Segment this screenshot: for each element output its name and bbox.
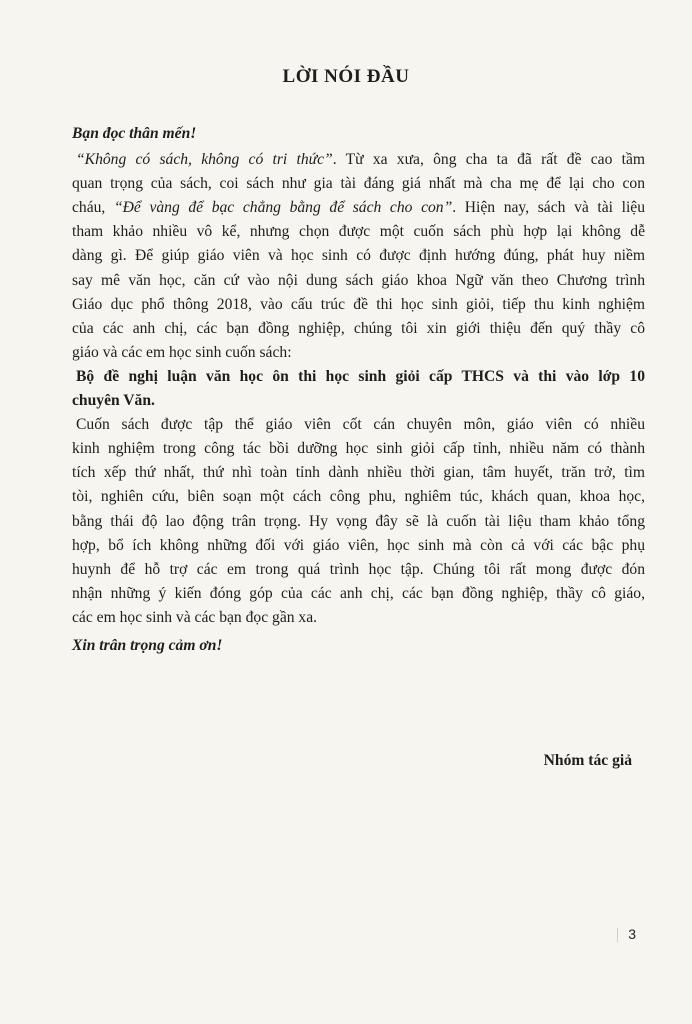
- page-number: 3: [628, 926, 636, 942]
- paragraph2-line1: Cuốn sách được tập thể giáo viên cốt cán chuyên môn, giáo viên có nhiều: [76, 416, 645, 434]
- paragraph1-line9: giáo và các em học sinh cuốn sách:: [72, 343, 292, 361]
- paragraph2-line4: tòi, nghiên cứu, biên soạn một cách công phu, nghiêm túc, khách quan, khoa học,: [72, 488, 645, 506]
- paragraph2-line6: hợp, bổ ích không những đối với giáo viên, học sinh mà còn cả với các bậc phụ: [72, 536, 645, 554]
- paragraph2-line9: các em học sinh và các bạn đọc gần xa.: [72, 608, 318, 626]
- page-number-mark: [617, 928, 624, 942]
- closing-line: Xin trân trọng cảm ơn!: [72, 636, 223, 654]
- signature: Nhóm tác giả: [543, 752, 632, 769]
- paragraph1-line2: quan trọng của sách, coi sách như gia tài đáng giá nhất mà cha mẹ để lại cho con: [72, 175, 645, 193]
- paragraph1-line3: [72, 196, 645, 220]
- opening-quote: “Không có sách, không có tri thức”: [76, 151, 333, 169]
- paragraph1-line3-start: cháu,: [72, 199, 114, 217]
- paragraph2-line5: bằng thái độ lao động trân trọng. Hy vọng đây sẽ là cuốn tài liệu tham khảo tổng: [72, 512, 645, 530]
- proverb-quote: “Để vàng để bạc chẳng bằng để sách cho con”: [113, 199, 453, 217]
- paragraph1-line1-rest: . Từ xa xưa, ông cha ta đã rất đề cao tầm: [332, 151, 646, 169]
- paragraph2-line2: kinh nghiệm trong công tác bồi dưỡng học sinh giỏi cấp tỉnh, nhiều năm có thành: [72, 440, 645, 458]
- paragraph1-line6: say mê văn học, căn cứ vào nội dung sách giáo khoa Ngữ văn theo Chương trình: [72, 271, 645, 289]
- paragraph1-line5: dàng gì. Để giúp giáo viên và học sinh có được định hướng đúng, phát huy niềm: [72, 247, 645, 265]
- greeting: Bạn đọc thân mến!: [72, 125, 197, 142]
- paragraph2-line3: tích xếp thứ nhất, thứ nhì toàn tỉnh dành nhiều thời gian, tâm huyết, trăn trở, tìm: [72, 464, 645, 482]
- paragraph1-line1: [72, 148, 645, 172]
- book-title-line2: chuyên Văn.: [72, 392, 155, 410]
- paragraph2-line7: huynh để hỗ trợ các em trong quá trình học tập. Chúng tôi rất mong được đón: [72, 560, 645, 578]
- body-text: [72, 122, 645, 658]
- paragraph1-line8: của các anh chị, các bạn đồng nghiệp, chúng tôi xin giới thiệu đến quý thầy cô: [72, 319, 645, 337]
- paragraph1-line3-rest: . Hiện nay, sách và tài liệu: [452, 199, 645, 217]
- paragraph1-line7: Giáo dục phổ thông 2018, vào cấu trúc đề thi học sinh giỏi, tiếp thu kinh nghiệm: [72, 295, 645, 313]
- book-title-line1: Bộ đề nghị luận văn học ôn thi học sinh giỏi cấp THCS và thi vào lớp 10: [76, 367, 645, 385]
- paragraph2-line8: nhận những ý kiến đóng góp của các anh chị, các bạn đồng nghiệp, thầy cô giáo,: [72, 584, 645, 602]
- paragraph1-line4: tham khảo nhiều vô kể, nhưng chọn được một cuốn sách phù hợp lại không dễ: [72, 223, 645, 241]
- page-title: LỜI NÓI ĐẦU: [282, 66, 410, 87]
